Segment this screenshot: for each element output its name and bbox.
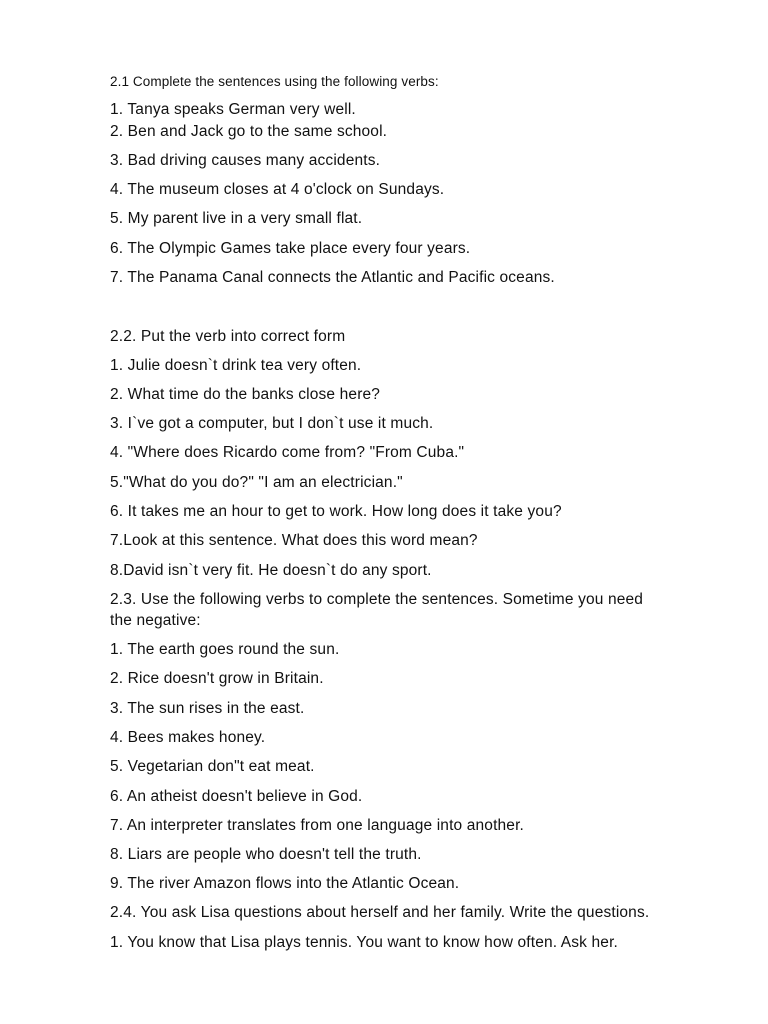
list-item: 7. The Panama Canal connects the Atlantic and Pacific oceans. — [110, 269, 555, 286]
section-2-1-heading: 2.1 Complete the sentences using the following verbs: — [110, 74, 439, 89]
list-item: 7. An interpreter translates from one language into another. — [110, 817, 524, 834]
list-item: 8.David isn`t very fit. He doesn`t do any sport. — [110, 562, 432, 579]
list-item: 3. Bad driving causes many accidents. — [110, 152, 381, 169]
section-2-4-heading: 2.4. You ask Lisa questions about herself and her family. Write the questions. — [110, 904, 650, 921]
list-item: 1. Tanya speaks German very well. — [110, 101, 356, 118]
list-item: 2. Rice doesn't grow in Britain. — [110, 670, 324, 687]
list-item: 8. Liars are people who doesn't tell the truth. — [110, 846, 422, 863]
list-item: 7.Look at this sentence. What does this word mean? — [110, 532, 478, 549]
list-item: 5. Vegetarian don"t eat meat. — [110, 758, 315, 775]
list-item: 6. An atheist doesn't believe in God. — [110, 788, 363, 805]
list-item: 4. The museum closes at 4 o'clock on Sundays. — [110, 181, 445, 198]
section-2-2-heading: 2.2. Put the verb into correct form — [110, 328, 346, 345]
list-item: 2. What time do the banks close here? — [110, 386, 381, 403]
list-item: 1. The earth goes round the sun. — [110, 641, 340, 658]
list-item: 6. The Olympic Games take place every four years. — [110, 240, 471, 257]
section-2-3-heading-cont: the negative: — [110, 612, 201, 629]
list-item: 9. The river Amazon flows into the Atlantic Ocean. — [110, 875, 460, 892]
list-item: 3. The sun rises in the east. — [110, 700, 305, 717]
list-item: 3. I`ve got a computer, but I don`t use it much. — [110, 415, 434, 432]
list-item: 2. Ben and Jack go to the same school. — [110, 123, 388, 140]
list-item: 5. My parent live in a very small flat. — [110, 210, 363, 227]
list-item: 1. You know that Lisa plays tennis. You want to know how often. Ask her. — [110, 934, 618, 951]
list-item: 4. "Where does Ricardo come from? "From Cuba." — [110, 444, 465, 461]
list-item: 6. It takes me an hour to get to work. How long does it take you? — [110, 503, 562, 520]
list-item: 5."What do you do?" "I am an electrician." — [110, 474, 403, 491]
list-item: 4. Bees makes honey. — [110, 729, 266, 746]
section-2-3-heading: 2.3. Use the following verbs to complete the sentences. Sometime you need — [110, 591, 644, 608]
list-item: 1. Julie doesn`t drink tea very often. — [110, 357, 362, 374]
